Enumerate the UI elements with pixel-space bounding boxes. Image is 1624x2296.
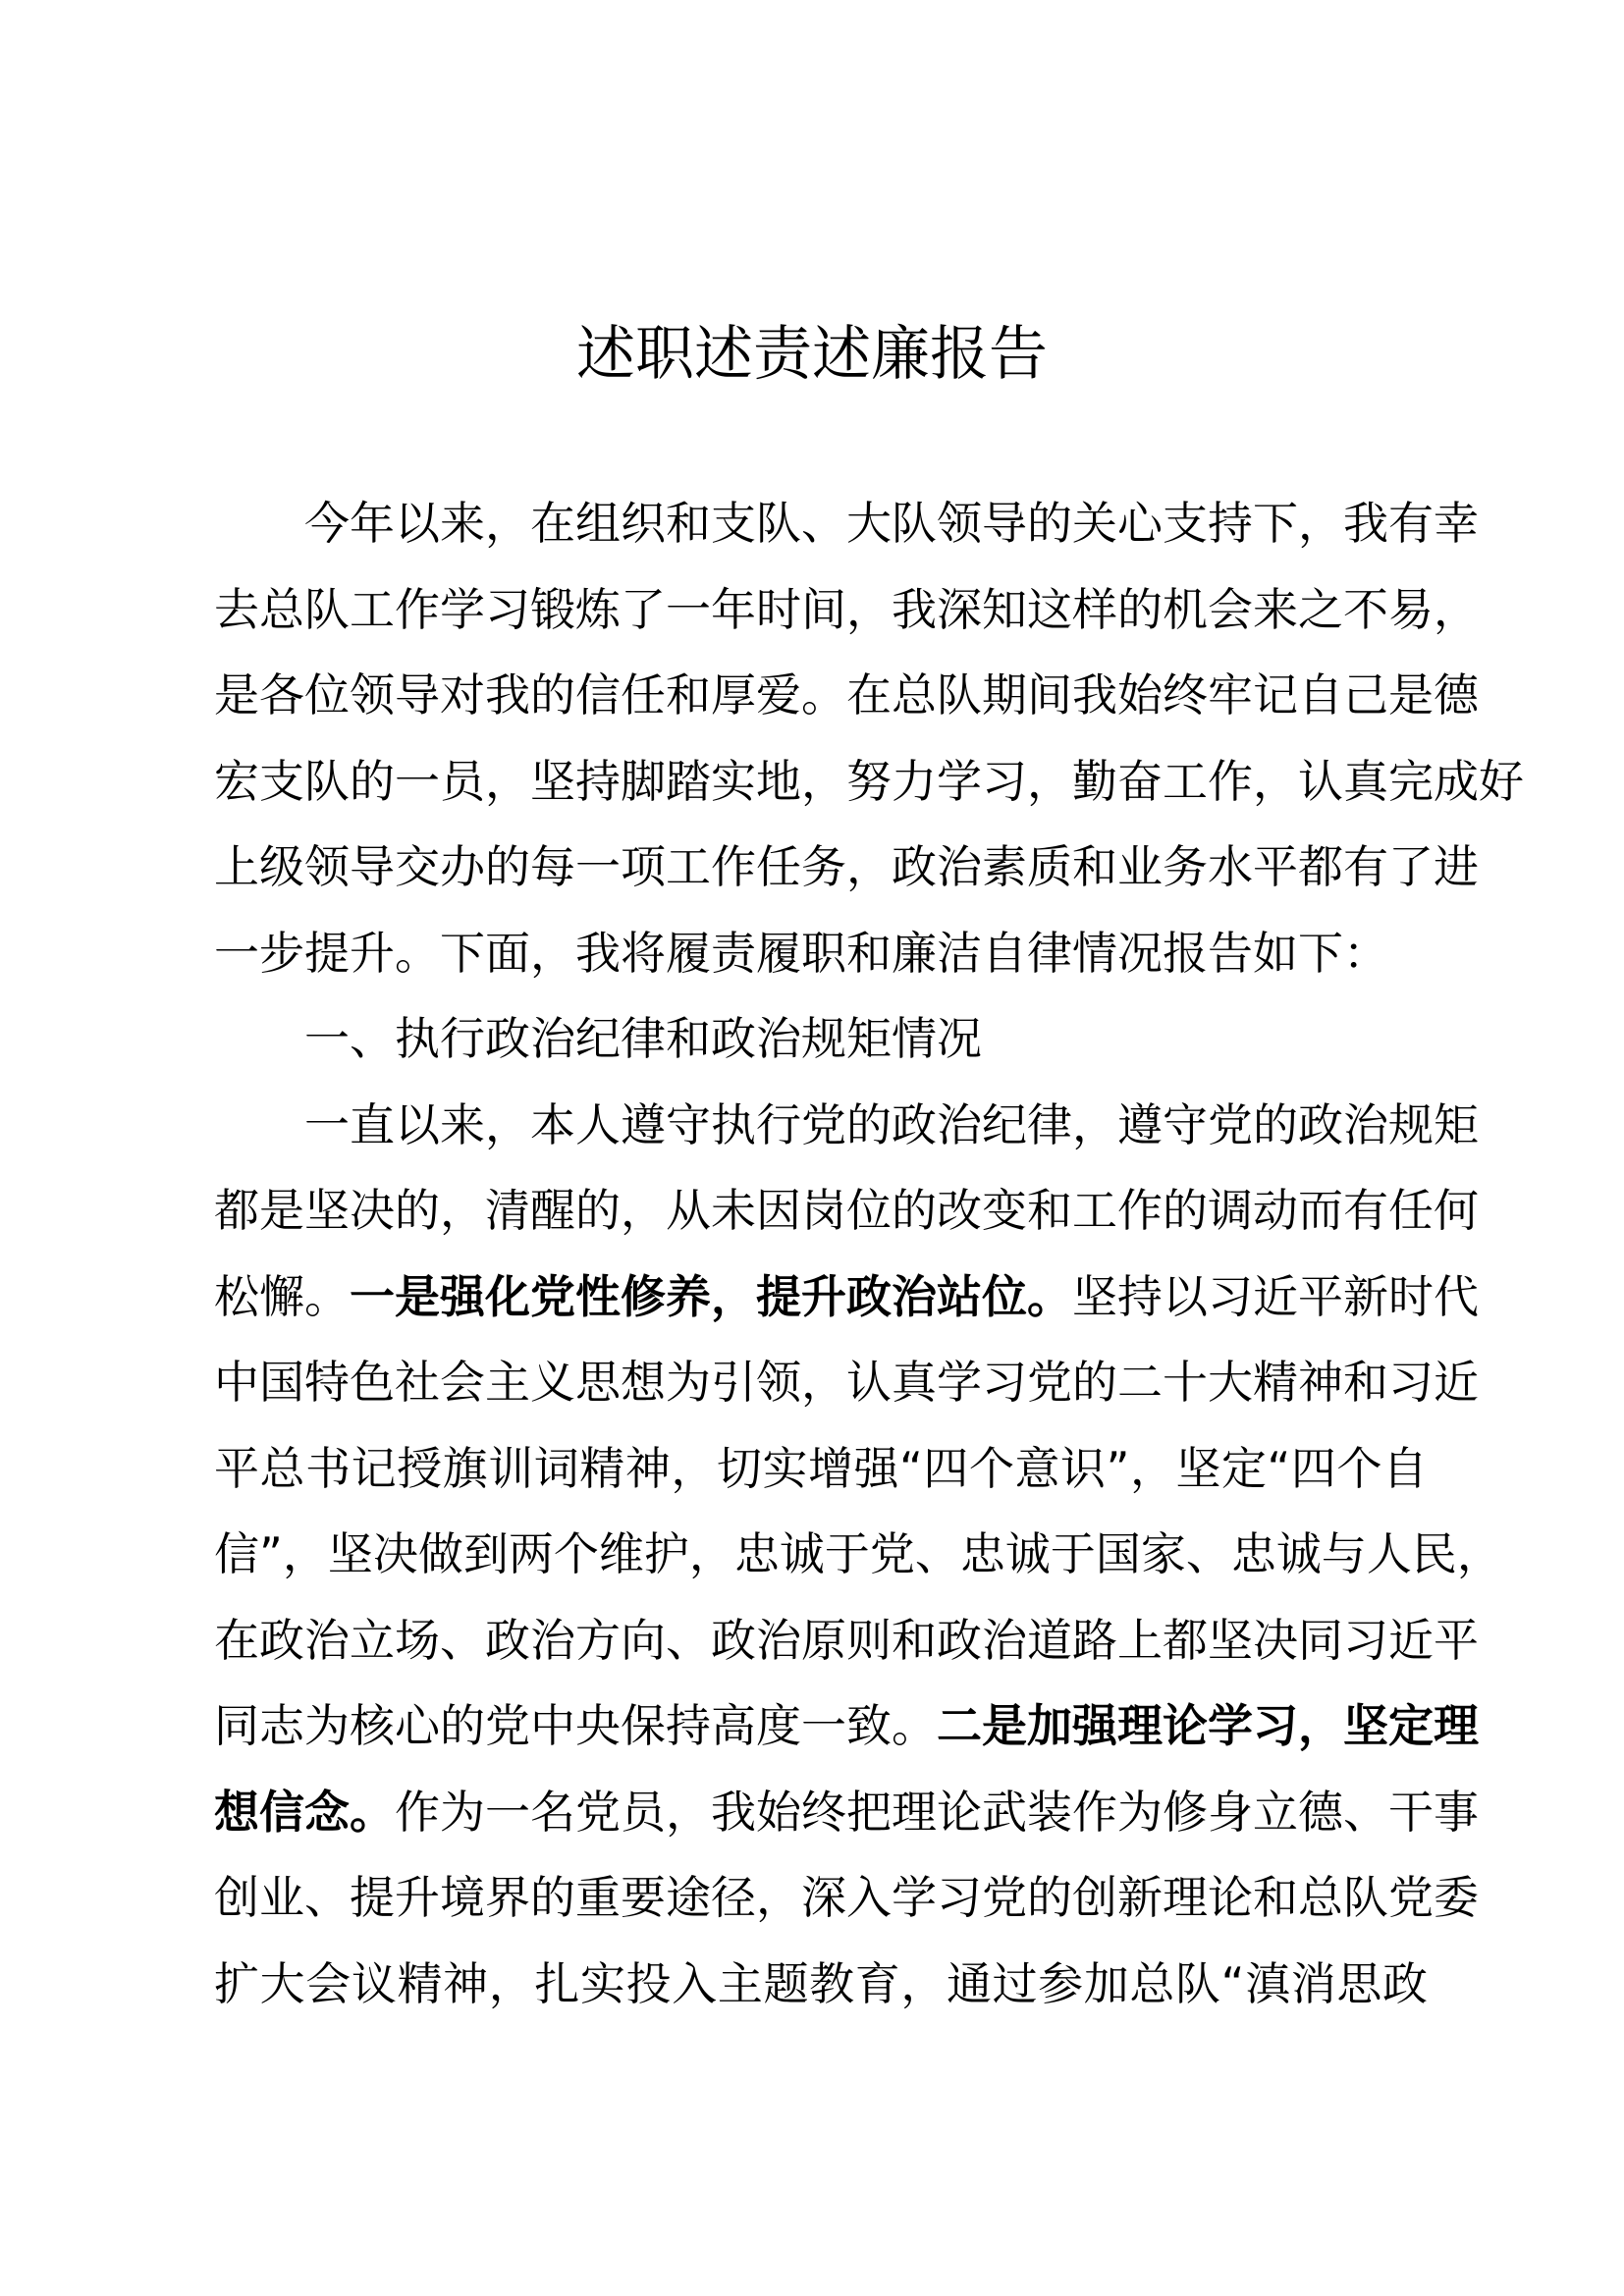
text-line xyxy=(214,1942,1428,2028)
text-line xyxy=(214,1598,1479,1684)
body-text: 宏支队的一员，坚持脚踏实地，努力学习，勤奋工作，认真完成好 xyxy=(214,754,1524,808)
text-line xyxy=(214,481,1479,567)
body-text: 中国特色社会主义思想为引领，认真学习党的二十大精神和习近 xyxy=(214,1356,1479,1409)
bold-heading-text: 一是强化党性修养，提升政治站位。 xyxy=(350,1269,1072,1323)
text-line xyxy=(214,1340,1479,1426)
bold-heading-text: 想信念。 xyxy=(214,1785,395,1839)
text-line xyxy=(214,1512,1502,1598)
text-line xyxy=(214,1426,1428,1513)
body-text: 一、执行政治纪律和政治规矩情况 xyxy=(304,1012,982,1065)
text-line xyxy=(214,567,1479,654)
body-text: 都是坚决的，清醒的，从未因岗位的改变和工作的调动而有任何 xyxy=(214,1184,1479,1237)
body-text: 扩大会议精神，扎实投入主题教育，通过参加总队“滇消思政 xyxy=(214,1956,1428,2010)
body-text: 今年以来，在组织和支队、大队领导的关心支持下，我有幸 xyxy=(304,497,1479,550)
text-line xyxy=(214,1855,1479,1942)
body-text: 上级领导交办的每一项工作任务，政治素质和业务水平都有了进 xyxy=(214,840,1479,893)
body-text: 一直以来，本人遵守执行党的政治纪律，遵守党的政治规矩 xyxy=(304,1097,1479,1151)
body-text: 作为一名党员，我始终把理论武装作为修身立德、干事 xyxy=(395,1785,1479,1839)
body-text: 创业、提升境界的重要途径，深入学习党的创新理论和总队党委 xyxy=(214,1871,1479,1924)
body-text: 一步提升。下面，我将履责履职和廉洁自律情况报告如下： xyxy=(214,926,1388,980)
text-line xyxy=(214,653,1479,739)
text-line xyxy=(214,1683,1479,1770)
body-text: 坚持以习近平新时代 xyxy=(1072,1269,1479,1323)
bold-heading-text: 二是加强理论学习，坚定理 xyxy=(937,1699,1479,1752)
body-text: 是各位领导对我的信任和厚爱。在总队期间我始终牢记自己是德 xyxy=(214,668,1479,721)
text-line xyxy=(214,1255,1479,1341)
body-text: 同志为核心的党中央保持高度一致。 xyxy=(214,1699,937,1752)
body-text: 平总书记授旗训词精神，切实增强“四个意识”，坚定“四个自 xyxy=(214,1441,1428,1495)
body-text: 松懈。 xyxy=(214,1269,350,1323)
body-text: 信”，坚决做到两个维护，忠诚于党、忠诚于国家、忠诚与人民， xyxy=(214,1527,1502,1580)
body-text: 在政治立场、政治方向、政治原则和政治道路上都坚决同习近平 xyxy=(214,1613,1479,1667)
text-line xyxy=(214,1770,1479,1856)
text-line xyxy=(214,739,1524,826)
text-line xyxy=(214,996,1428,1083)
text-line xyxy=(214,1083,1479,1169)
text-line xyxy=(214,825,1479,911)
document-body xyxy=(214,481,1524,2027)
text-line xyxy=(214,911,1428,997)
body-text: 去总队工作学习锻炼了一年时间，我深知这样的机会来之不易， xyxy=(214,582,1479,636)
text-line xyxy=(214,1168,1479,1255)
document-title: 述职述责述廉报告 xyxy=(576,320,1048,389)
